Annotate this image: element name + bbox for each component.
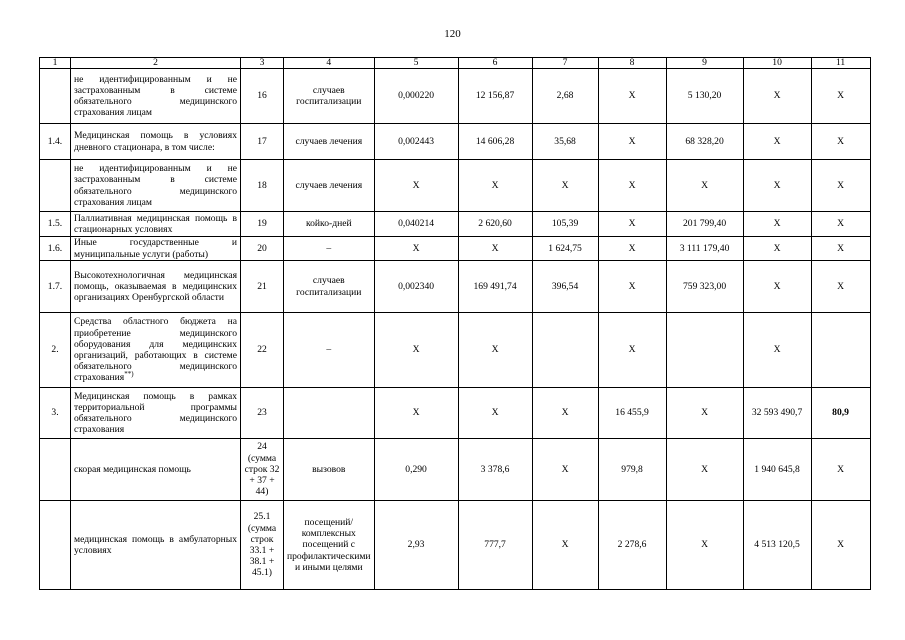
cell-value: 12 156,87 — [458, 69, 532, 124]
cell-value: X — [458, 160, 532, 212]
column-header: 1 — [40, 58, 71, 69]
cell-value — [666, 313, 743, 388]
cell-value: X — [598, 313, 666, 388]
row-unit: случаев госпитализации — [284, 261, 375, 313]
row-name: скорая медицинская помощь — [71, 439, 241, 501]
column-header: 11 — [811, 58, 870, 69]
cell-value: X — [374, 237, 458, 261]
row-line-code: 24 (сумма строк 32 + 37 + 44) — [241, 439, 284, 501]
cell-value: 3 111 179,40 — [666, 237, 743, 261]
cell-value: 759 323,00 — [666, 261, 743, 313]
cell-value: X — [811, 69, 870, 124]
cell-value: 16 455,9 — [598, 388, 666, 439]
row-unit: посещений/комплексных посещений с профилактическими и иными целями — [284, 501, 375, 590]
column-header: 4 — [284, 58, 375, 69]
cell-value: X — [458, 237, 532, 261]
row-line-code: 16 — [241, 69, 284, 124]
row-unit: случаев лечения — [284, 124, 375, 160]
table-row — [40, 212, 871, 237]
row-name-text: Средства областного бюджета на приобретение медицинского оборудования для медицинских организаций, работающих в системе обязательного медицинского страхования — [74, 316, 237, 384]
cell-value: X — [666, 439, 743, 501]
cell-value: 14 606,28 — [458, 124, 532, 160]
row-number: 3. — [40, 388, 71, 439]
table-row — [40, 439, 871, 501]
cell-value: X — [666, 388, 743, 439]
cell-value: X — [532, 439, 598, 501]
cell-value: 5 130,20 — [666, 69, 743, 124]
cell-value: 105,39 — [532, 212, 598, 237]
row-unit: случаев лечения — [284, 160, 375, 212]
table-row — [40, 160, 871, 212]
row-name: не идентифицированным и не застрахованным в системе обязательного медицинского страхования лицам — [71, 69, 241, 124]
cell-value: X — [598, 69, 666, 124]
cell-value: X — [743, 124, 811, 160]
column-header: 6 — [458, 58, 532, 69]
table-row — [40, 388, 871, 439]
row-number — [40, 439, 71, 501]
cell-value: 35,68 — [532, 124, 598, 160]
cell-value: X — [743, 212, 811, 237]
table-row — [40, 237, 871, 261]
row-number: 1.6. — [40, 237, 71, 261]
row-line-code: 20 — [241, 237, 284, 261]
row-number — [40, 69, 71, 124]
footnote-marker: **) — [124, 370, 134, 379]
row-number — [40, 501, 71, 590]
table-row — [40, 501, 871, 590]
cell-value: X — [532, 501, 598, 590]
row-unit: койко-дней — [284, 212, 375, 237]
cell-value: X — [374, 313, 458, 388]
row-line-code: 18 — [241, 160, 284, 212]
cell-value: X — [811, 212, 870, 237]
column-header: 3 — [241, 58, 284, 69]
cell-value: 32 593 490,7 — [743, 388, 811, 439]
cell-value: 4 513 120,5 — [743, 501, 811, 590]
cell-value: 2,68 — [532, 69, 598, 124]
column-header: 10 — [743, 58, 811, 69]
row-line-code: 23 — [241, 388, 284, 439]
cell-value: X — [458, 313, 532, 388]
row-line-code: 21 — [241, 261, 284, 313]
row-name: Медицинская помощь в условиях дневного стационара, в том числе: — [71, 124, 241, 160]
cell-value: X — [811, 261, 870, 313]
cell-value: X — [598, 212, 666, 237]
cell-value — [811, 313, 870, 388]
cell-value: 0,290 — [374, 439, 458, 501]
cell-value: 777,7 — [458, 501, 532, 590]
cell-value: 0,002340 — [374, 261, 458, 313]
cell-value: X — [743, 69, 811, 124]
page-number: 120 — [444, 28, 461, 40]
cell-value: 979,8 — [598, 439, 666, 501]
header-row — [40, 58, 871, 69]
row-name: медицинская помощь в амбулаторных условиях — [71, 501, 241, 590]
cell-value: X — [666, 160, 743, 212]
row-unit — [284, 388, 375, 439]
row-unit: вызовов — [284, 439, 375, 501]
column-header: 2 — [71, 58, 241, 69]
row-line-code: 17 — [241, 124, 284, 160]
row-name: Медицинская помощь в рамках территориальной программы обязательного медицинского страхования — [71, 388, 241, 439]
cell-value: 80,9 — [811, 388, 870, 439]
cell-value: 0,040214 — [374, 212, 458, 237]
cell-value: X — [743, 313, 811, 388]
row-unit: – — [284, 313, 375, 388]
cell-value: X — [598, 237, 666, 261]
cell-value: X — [374, 388, 458, 439]
column-header: 7 — [532, 58, 598, 69]
cell-value: 2,93 — [374, 501, 458, 590]
cell-value: X — [811, 124, 870, 160]
row-name: Высокотехнологичная медицинская помощь, оказываемая в медицинских организациях Оренбургской области — [71, 261, 241, 313]
cell-value: X — [598, 261, 666, 313]
column-header: 8 — [598, 58, 666, 69]
column-header: 9 — [666, 58, 743, 69]
row-name: не идентифицированным и не застрахованным в системе обязательного медицинского страхования лицам — [71, 160, 241, 212]
cell-value: X — [532, 160, 598, 212]
row-name — [71, 313, 241, 388]
cell-value: 1 624,75 — [532, 237, 598, 261]
cell-value: 169 491,74 — [458, 261, 532, 313]
row-number — [40, 160, 71, 212]
cell-value: 1 940 645,8 — [743, 439, 811, 501]
cell-value: X — [598, 160, 666, 212]
cell-value: X — [458, 388, 532, 439]
table-row — [40, 69, 871, 124]
cell-value: X — [811, 160, 870, 212]
cell-value: X — [743, 237, 811, 261]
row-line-code: 22 — [241, 313, 284, 388]
table-row — [40, 124, 871, 160]
cell-value: 0,002443 — [374, 124, 458, 160]
cell-value: 0,000220 — [374, 69, 458, 124]
cell-value: 396,54 — [532, 261, 598, 313]
cell-value: X — [374, 160, 458, 212]
row-unit: – — [284, 237, 375, 261]
row-number: 1.5. — [40, 212, 71, 237]
cell-value: 3 378,6 — [458, 439, 532, 501]
cell-value: 68 328,20 — [666, 124, 743, 160]
table-row — [40, 313, 871, 388]
row-name: Паллиативная медицинская помощь в стационарных условиях — [71, 212, 241, 237]
column-header: 5 — [374, 58, 458, 69]
cell-value: X — [811, 439, 870, 501]
cell-value: X — [811, 501, 870, 590]
financing-table — [39, 57, 871, 590]
row-number: 2. — [40, 313, 71, 388]
row-line-code: 19 — [241, 212, 284, 237]
row-unit: случаев госпитализации — [284, 69, 375, 124]
cell-value — [532, 313, 598, 388]
cell-value: 2 620,60 — [458, 212, 532, 237]
cell-value: X — [532, 388, 598, 439]
table-row — [40, 261, 871, 313]
cell-value: X — [743, 261, 811, 313]
cell-value: X — [743, 160, 811, 212]
row-number: 1.7. — [40, 261, 71, 313]
row-name: Иные государственные и муниципальные услуги (работы) — [71, 237, 241, 261]
row-number: 1.4. — [40, 124, 71, 160]
cell-value: 201 799,40 — [666, 212, 743, 237]
cell-value: X — [811, 237, 870, 261]
cell-value: X — [598, 124, 666, 160]
row-line-code: 25.1 (сумма строк 33.1 + 38.1 + 45.1) — [241, 501, 284, 590]
cell-value: X — [666, 501, 743, 590]
cell-value: 2 278,6 — [598, 501, 666, 590]
